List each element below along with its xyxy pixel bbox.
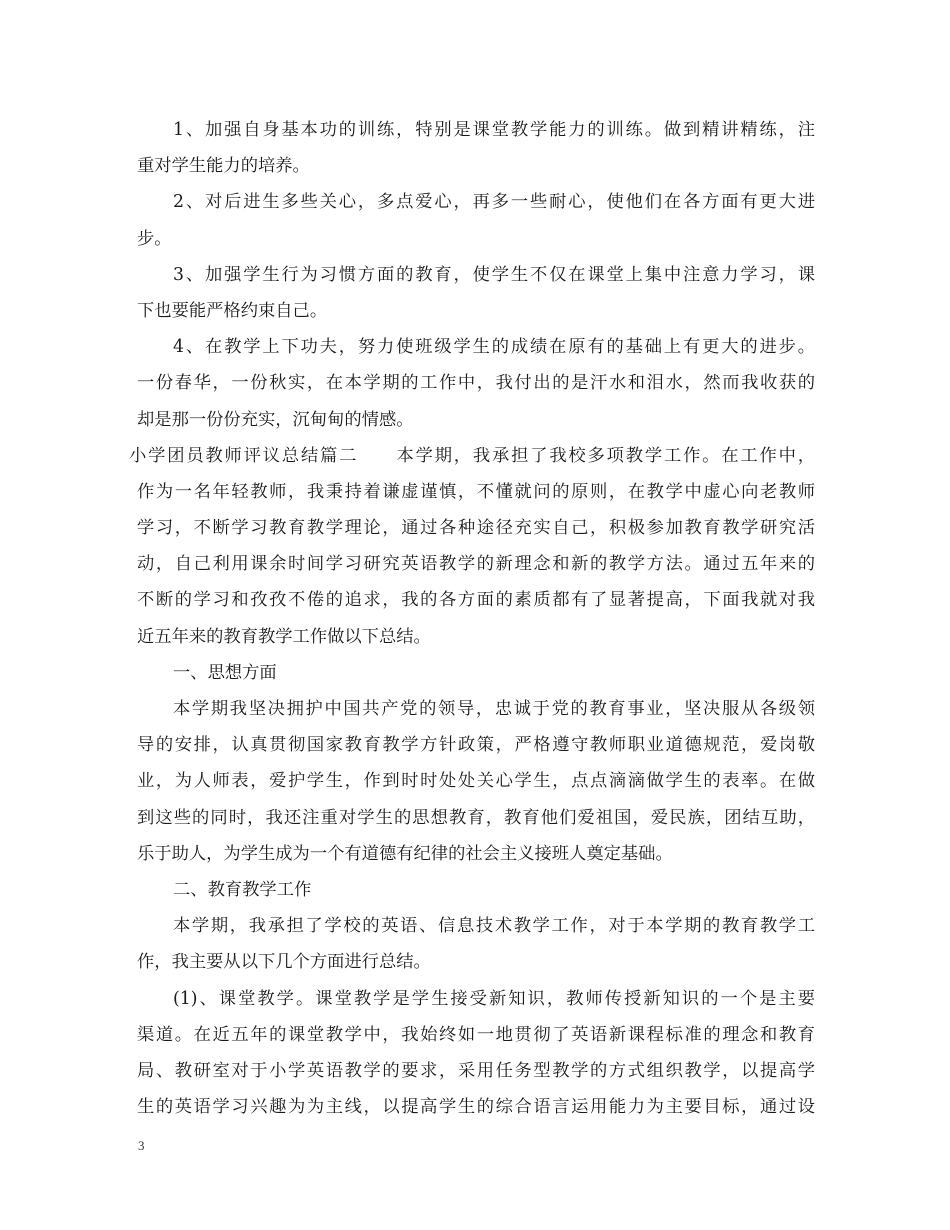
text-line: 渠道。在近五年的课堂教学中，我始终如一地贯彻了英语新课程标准的理念和教育 [137, 1024, 815, 1045]
text-line: 动，自己利用课余时间学习研究英语教学的新理念和新的教学方法。通过五年来的 [137, 554, 815, 575]
text-line: 不断的学习和孜孜不倦的追求，我的各方面的素质都有了显著提高，下面我就对我 [137, 590, 815, 611]
text-line: 1、加强自身基本功的训练，特别是课堂教学能力的训练。做到精讲精练，注 [173, 120, 815, 140]
text-line: 下也要能严格约束自己。 [137, 300, 328, 321]
text-line: (1)、课堂教学。课堂教学是学生接受新知识，教师传授新知识的一个是主要 [173, 988, 815, 1009]
text-line: 重对学生能力的培养。 [137, 156, 310, 177]
text-line: 3、加强学生行为习惯方面的教育，使学生不仅在课堂上集中注意力学习，课 [173, 264, 815, 285]
text-line: 近五年来的教育教学工作做以下总结。 [137, 626, 431, 647]
text-line: 生的英语学习兴趣为为主线，以提高学生的综合语言运用能力为主要目标，通过设 [137, 1097, 815, 1118]
text-line: 作为一名年轻教师，我秉持着谦虚谨慎，不懂就问的原则，在教学中虚心向老教师 [137, 481, 815, 502]
text-line: 一份春华，一份秋实，在本学期的工作中，我付出的是汗水和泪水，然而我收获的 [137, 373, 815, 394]
text-line: 本学期我坚决拥护中国共产党的领导，忠诚于党的教育事业，坚决服从各级领 [173, 699, 815, 719]
text-line: 步。 [137, 228, 172, 249]
text-line: 本学期，我承担了学校的英语、信息技术教学工作，对于本学期的教育教学工 [173, 916, 815, 937]
text-line: 导的安排，认真贯彻国家教育教学方针政策，严格遵守教师职业道德规范，爱岗敬 [137, 735, 815, 756]
document-body [129, 112, 815, 1125]
text-line: 乐于助人，为学生成为一个有道德有纪律的社会主义接班人奠定基础。 [137, 843, 673, 864]
text-line: 4、在教学上下功夫，努力使班级学生的成绩在原有的基础上有更大的进步。 [173, 337, 815, 358]
text-line: 一、思想方面 [173, 662, 277, 683]
text-line: 2、对后进生多些关心，多点爱心，再多一些耐心，使他们在各方面有更大进 [173, 192, 815, 213]
text-line: 作，我主要从以下几个方面进行总结。 [137, 952, 431, 973]
text-line: 业，为人师表，爱护学生，作到时时处处关心学生，点点滴滴做学生的表率。在做 [137, 771, 815, 792]
text-line: 局、教研室对于小学英语教学的要求，采用任务型教学的方式组织教学，以提高学 [137, 1060, 815, 1081]
page-number: 3 [138, 1138, 145, 1153]
text-line: 却是那一份份充实，沉甸甸的情感。 [137, 409, 414, 430]
text-line: 到这些的同时，我还注重对学生的思想教育，教育他们爱祖国，爱民族，团结互助， [137, 807, 815, 828]
text-line: 学习，不断学习教育教学理论，通过各种途径充实自己，积极参加教育教学研究活 [137, 518, 815, 539]
text-line: 小学团员教师评议总结篇二 本学期，我承担了我校多项教学工作。在工作中， [129, 445, 815, 466]
text-line: 二、教育教学工作 [173, 879, 312, 900]
